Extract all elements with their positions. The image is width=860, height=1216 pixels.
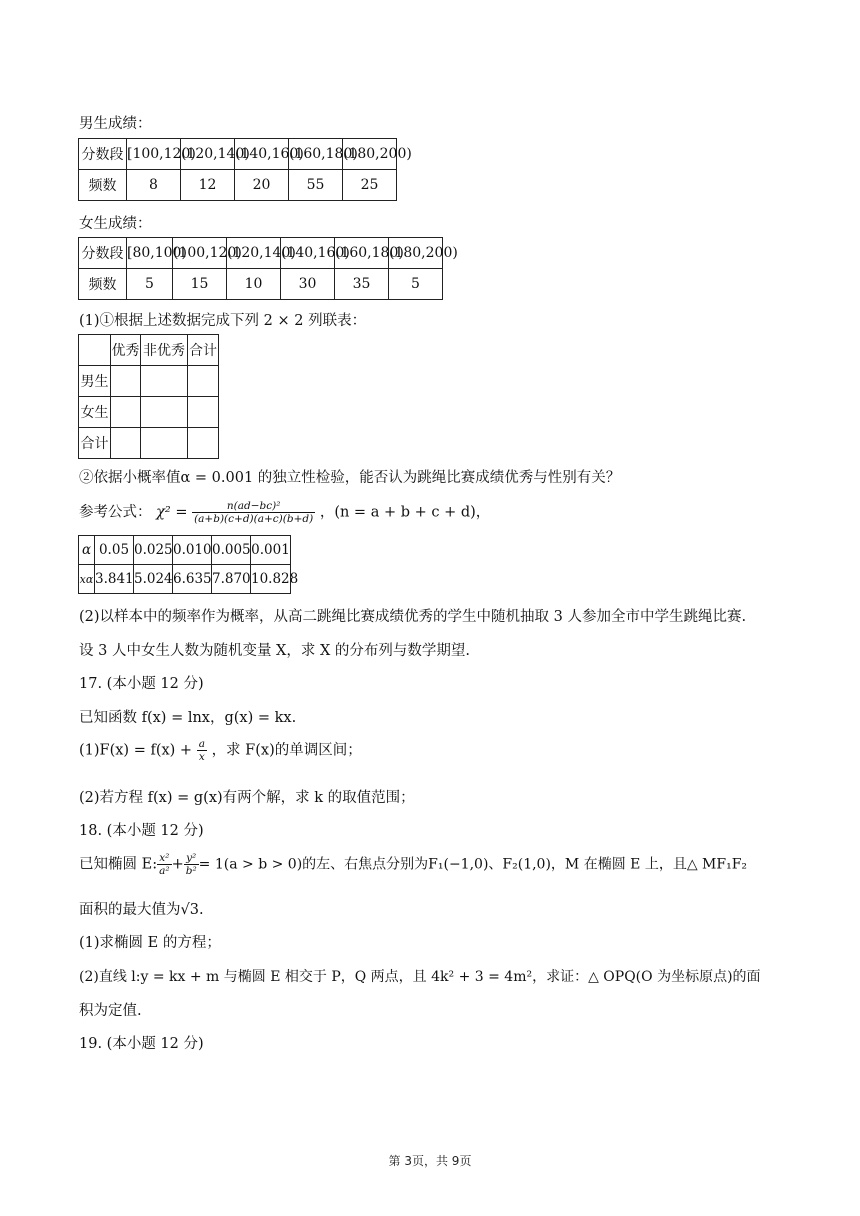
problem-17-question-2: (2)若方程 f(x) = g(x)有两个解，求 k 的取值范围； (79, 790, 415, 806)
table-cell: 5 (389, 269, 443, 300)
fraction-denominator: x (198, 751, 205, 763)
table-cell: 5.024 (134, 565, 173, 594)
table-cell: 5 (127, 269, 173, 300)
table-cell: 优秀 (111, 335, 141, 366)
table-cell: 0.05 (95, 536, 134, 565)
table-cell: xα (79, 565, 95, 594)
contingency-row (79, 397, 219, 428)
table-cell: [80,100) (127, 238, 173, 269)
table-cell: 55 (289, 170, 343, 201)
table-cell: 男生 (79, 366, 111, 397)
table-cell: [100,120) (127, 139, 181, 170)
male-scores-label: 男生成绩： (79, 116, 152, 132)
table-cell: (160,180) (289, 139, 343, 170)
question-2-line-1: (2)以样本中的频率作为概率，从高二跳绳比赛成绩优秀的学生中随机抽取 3 人参加全市中学生跳绳比赛. (79, 609, 747, 625)
reference-formula (79, 500, 490, 525)
contingency-header-row (79, 335, 219, 366)
table-cell: 10.828 (251, 565, 291, 594)
formula-denominator: (a+b)(c+d)(a+c)(b+d) (194, 513, 314, 525)
table-cell: 频数 (79, 269, 127, 300)
table-cell: 35 (335, 269, 389, 300)
table-cell: (100,120) (173, 238, 227, 269)
table-cell[interactable] (111, 366, 141, 397)
contingency-table (78, 334, 219, 459)
table-cell[interactable] (111, 397, 141, 428)
male-table-header-row (79, 139, 397, 170)
table-cell: 0.001 (251, 536, 291, 565)
table-cell: 0.005 (212, 536, 251, 565)
table-cell: (160,180) (335, 238, 389, 269)
table-cell: 0.025 (134, 536, 173, 565)
male-score-table (78, 138, 412, 201)
table-cell[interactable] (188, 428, 219, 459)
female-table-header-row (79, 238, 443, 269)
problem-18-title: 18. (本小题 12 分) (79, 823, 204, 839)
critical-value-table (78, 535, 299, 594)
female-table-frequency-row (79, 269, 443, 300)
male-table-frequency-row (79, 170, 397, 201)
table-cell: 合计 (79, 428, 111, 459)
problem-18-question-2-line-1: (2)直线 l:y = kx + m 与椭圆 E 相交于 P，Q 两点，且 4k² + 3 = 4m²，求证：△ OPQ(O 为坐标原点)的面 (79, 969, 761, 985)
formula-numerator: n(ad−bc)² (192, 500, 315, 513)
fraction-denominator: b² (185, 865, 197, 877)
table-cell[interactable] (141, 397, 188, 428)
question-1-intro: (1)①根据上述数据完成下列 2 × 2 列联表： (79, 313, 367, 329)
table-cell: 3.841 (95, 565, 134, 594)
x-squared-over-a-squared (157, 852, 171, 877)
table-cell[interactable] (141, 366, 188, 397)
table-cell: 分数段 (79, 238, 127, 269)
table-cell: 8 (127, 170, 181, 201)
table-cell: (140,160) (235, 139, 289, 170)
table-cell: 20 (235, 170, 289, 201)
table-cell[interactable] (188, 397, 219, 428)
table-cell[interactable] (111, 428, 141, 459)
question-1-part-2: ②依据小概率值α = 0.001 的独立性检验，能否认为跳绳比赛成绩优秀与性别有关？ (79, 470, 621, 486)
formula-fraction (192, 500, 315, 525)
table-cell: 分数段 (79, 139, 127, 170)
problem-17-title: 17. (本小题 12 分) (79, 676, 204, 692)
problem-19-title: 19. (本小题 12 分) (79, 1036, 204, 1052)
fraction-numerator: x² (157, 852, 171, 865)
a-over-x-fraction (197, 738, 207, 763)
formula-label: 参考公式： (79, 504, 152, 521)
fraction-numerator: y² (184, 852, 199, 865)
table-cell: 0.010 (173, 536, 212, 565)
given-prefix: 已知椭圆 E: (79, 856, 158, 873)
fraction-numerator: a (198, 738, 205, 750)
page-footer: 第 3页，共 9页 (388, 1154, 472, 1168)
table-cell: 非优秀 (141, 335, 188, 366)
contingency-row (79, 366, 219, 397)
q1-expression: (1)F(x) = f(x) + (79, 742, 193, 759)
table-cell: (140,160) (281, 238, 335, 269)
table-cell: 15 (173, 269, 227, 300)
plus-sign: + (171, 856, 184, 873)
formula-tail: ，(n = a + b + c + d)， (319, 504, 491, 521)
table-cell: 25 (343, 170, 397, 201)
table-cell: 10 (227, 269, 281, 300)
table-cell: 合计 (188, 335, 219, 366)
question-2-line-2: 设 3 人中女生人数为随机变量 X，求 X 的分布列与数学期望. (79, 643, 471, 659)
problem-17-given: 已知函数 f(x) = lnx，g(x) = kx. (79, 710, 297, 726)
table-cell: 12 (181, 170, 235, 201)
problem-18-question-1: (1)求椭圆 E 的方程； (79, 935, 221, 951)
problem-17-question-1 (79, 738, 362, 763)
table-cell: (120,140) (181, 139, 235, 170)
table-cell: 频数 (79, 170, 127, 201)
fraction-denominator: a² (159, 865, 170, 877)
problem-18-given-line-2: 面积的最大值为√3. (79, 902, 204, 918)
problem-18-given (79, 852, 747, 877)
table-cell: (180,200) (343, 139, 397, 170)
critical-x-row (79, 565, 291, 594)
table-cell (79, 335, 111, 366)
contingency-row (79, 428, 219, 459)
given-tail: = 1(a > b > 0)的左、右焦点分别为F₁(−1,0)、F₂(1,0)，M 在椭圆 E 上，且△ MF₁F₂ (198, 856, 748, 873)
female-scores-label: 女生成绩： (79, 216, 152, 232)
y-squared-over-b-squared (184, 852, 199, 877)
female-score-table (78, 237, 458, 300)
table-cell: 女生 (79, 397, 111, 428)
table-cell: α (79, 536, 95, 565)
alpha-row (79, 536, 291, 565)
table-cell[interactable] (141, 428, 188, 459)
table-cell: 7.870 (212, 565, 251, 594)
q1-expression-tail: ，求 F(x)的单调区间； (211, 742, 362, 759)
formula-lhs: χ² = (156, 504, 188, 521)
table-cell[interactable] (188, 366, 219, 397)
table-cell: 30 (281, 269, 335, 300)
table-cell: (120,140) (227, 238, 281, 269)
table-cell: (180,200) (389, 238, 443, 269)
problem-18-question-2-line-2: 积为定值. (79, 1003, 142, 1019)
table-cell: 6.635 (173, 565, 212, 594)
